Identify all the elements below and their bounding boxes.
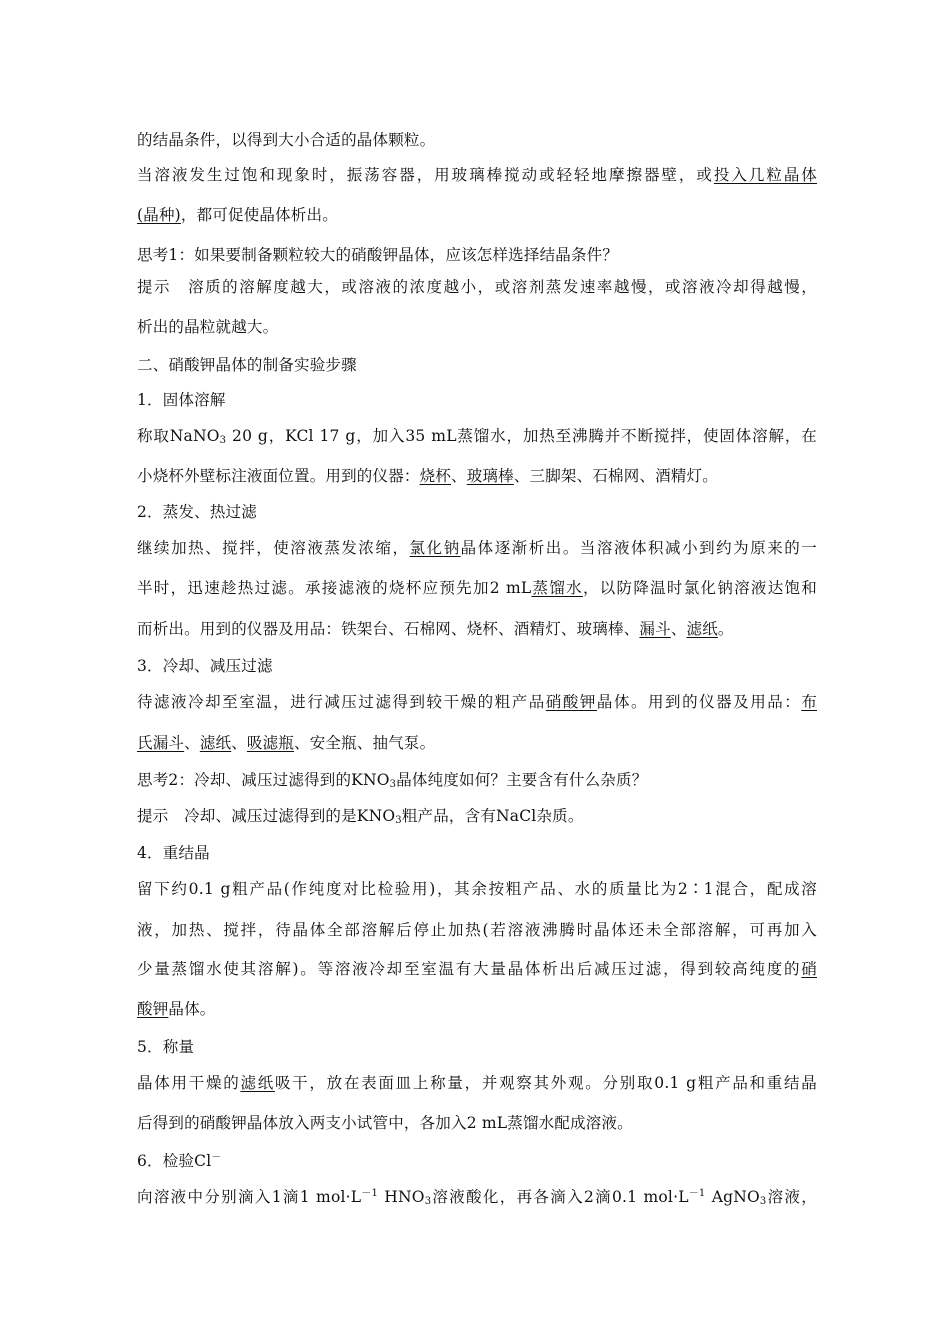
superscript: －1 (688, 1188, 706, 1199)
text-run: 3．冷却、减压过滤 (137, 657, 273, 675)
text-run: 、 (184, 734, 200, 752)
subscript: 3 (424, 1196, 432, 1207)
text-run: 的结晶条件，以得到大小合适的晶体颗粒。 (137, 131, 436, 149)
text-run: 提示 溶质的溶解度越大，或溶液的浓度越小，或溶剂蒸发速率越慢，或溶液冷却得越慢， (137, 278, 817, 296)
text-run: 、三脚架、石棉网、酒精灯。 (513, 467, 718, 485)
text-run: 晶体逐渐析出。当溶液体积减小到约为原来的一 (460, 539, 818, 557)
text-line (137, 424, 817, 448)
underlined-answer: 烧杯 (419, 467, 452, 485)
text-line (137, 243, 817, 267)
text-line (137, 1071, 817, 1095)
text-run: 溶液， (766, 1188, 817, 1206)
underlined-answer: 滤纸 (240, 1074, 275, 1092)
text-run: 溶液酸化，再各滴入2滴0.1 mol·L (431, 1188, 689, 1206)
text-line (137, 275, 817, 299)
underlined-answer: 滤纸 (686, 620, 718, 638)
text-line (137, 768, 817, 792)
text-run: 液，加热、搅拌，待晶体全部溶解后停止加热(若溶液沸腾时晶体还未全部溶解，可再加入 (137, 921, 817, 939)
text-line (137, 203, 817, 227)
text-run: 5．称量 (137, 1038, 195, 1056)
text-line (137, 690, 817, 714)
text-line (137, 654, 817, 678)
subscript: 3 (395, 815, 402, 826)
underlined-answer: 硝酸钾 (545, 693, 597, 711)
text-line (137, 353, 817, 377)
text-run: 吸干，放在表面皿上称量，并观察其外观。分别取0.1 g粗产品和重结晶 (274, 1074, 817, 1092)
underlined-answer: 氏漏斗 (137, 734, 185, 752)
underlined-answer: 硝 (801, 960, 817, 978)
underlined-answer: 氯化钠 (409, 539, 461, 557)
text-run: ，以防降温时氯化钠溶液达饱和 (582, 579, 818, 597)
text-run: 小烧杯外壁标注液面位置。用到的仪器： (137, 467, 420, 485)
text-run: 2．蒸发、热过滤 (137, 503, 257, 521)
text-line (137, 957, 817, 981)
underlined-answer: 投入几粒晶体 (713, 166, 817, 184)
text-line (137, 731, 817, 755)
text-line (137, 163, 817, 187)
text-run: 思考2：冷却、减压过滤得到的KNO (137, 771, 390, 789)
text-line (137, 388, 817, 412)
underlined-answer: (晶种) (137, 206, 181, 224)
underlined-answer: 酸钾 (137, 1000, 169, 1018)
text-run: HNO (378, 1188, 425, 1206)
text-run: 二、硝酸钾晶体的制备实验步骤 (137, 356, 357, 374)
text-run: 6．检验Cl (137, 1152, 212, 1170)
text-run: 、安全瓶、抽气泵。 (294, 734, 436, 752)
text-line (137, 841, 817, 865)
underlined-answer: 滤纸 (199, 734, 232, 752)
text-line (137, 315, 817, 339)
text-run: ，都可促使晶体析出。 (180, 206, 338, 224)
text-run: 晶体纯度如何？主要含有什么杂质？ (396, 771, 648, 789)
text-run: 、 (231, 734, 247, 752)
text-run: 1．固体溶解 (137, 391, 226, 409)
text-line (137, 877, 817, 901)
text-line (137, 128, 817, 152)
text-run: 20 g，KCl 17 g，加入35 mL蒸馏水，加热至沸腾并不断搅拌，使固体溶解，在 (226, 427, 818, 445)
text-run: 称取NaNO (137, 427, 220, 445)
text-line (137, 1149, 817, 1173)
text-run: 粗产品，含有NaCl杂质。 (401, 807, 584, 825)
text-line (137, 997, 817, 1021)
text-run: 半时，迅速趁热过滤。承接滤液的烧杯应预先加2 mL (137, 579, 532, 597)
text-run: 继续加热、搅拌，使溶液蒸发浓缩， (137, 539, 410, 557)
text-run: 待滤液冷却至室温，进行减压过滤得到较干燥的粗产品 (137, 693, 546, 711)
text-run: 少量蒸馏水使其溶解)。等溶液冷却至室温有大量晶体析出后减压过滤，得到较高纯度的 (137, 960, 802, 978)
text-run: 。 (717, 620, 734, 638)
underlined-answer: 蒸馏水 (531, 579, 583, 597)
subscript: 3 (389, 779, 397, 790)
text-run: 留下约0.1 g粗产品(作纯度对比检验用)，其余按粗产品、水的质量比为2∶1混合，配成溶 (137, 880, 817, 898)
underlined-answer: 吸滤瓶 (246, 734, 295, 752)
underlined-answer: 漏斗 (639, 620, 671, 638)
text-run: AgNO (705, 1188, 760, 1206)
subscript: 3 (219, 435, 227, 446)
text-run: 而析出。用到的仪器及用品：铁架台、石棉网、烧杯、酒精灯、玻璃棒、 (137, 620, 640, 638)
text-run: 提示 冷却、减压过滤得到的是KNO (137, 807, 396, 825)
text-run: 、 (670, 620, 687, 638)
text-run: 当溶液发生过饱和现象时，振荡容器，用玻璃棒搅动或轻轻地摩擦器壁，或 (137, 166, 714, 184)
text-run: 思考1：如果要制备颗粒较大的硝酸钾晶体，应该怎样选择结晶条件？ (137, 246, 619, 264)
text-run: 4．重结晶 (137, 844, 210, 862)
text-run: 析出的晶粒就越大。 (137, 318, 279, 336)
text-run: 晶体。 (168, 1000, 216, 1018)
text-line (137, 617, 817, 641)
text-line (137, 500, 817, 524)
text-line (137, 576, 817, 600)
text-line (137, 804, 817, 828)
text-run: 、 (451, 467, 467, 485)
text-run: 晶体用干燥的 (137, 1074, 241, 1092)
underlined-answer: 玻璃棒 (466, 467, 514, 485)
text-run: 向溶液中分别滴入1滴1 mol·L (137, 1188, 362, 1206)
superscript: － (211, 1152, 222, 1163)
superscript: －1 (361, 1188, 379, 1199)
text-line (137, 1185, 817, 1209)
underlined-answer: 布 (801, 693, 818, 711)
text-line (137, 536, 817, 560)
text-run: 晶体。用到的仪器及用品： (596, 693, 802, 711)
text-line (137, 1035, 817, 1059)
text-line (137, 1111, 817, 1135)
text-run: 后得到的硝酸钾晶体放入两支小试管中，各加入2 mL蒸馏水配成溶液。 (137, 1114, 633, 1132)
text-line (137, 918, 817, 942)
text-line (137, 464, 817, 488)
subscript: 3 (759, 1196, 767, 1207)
